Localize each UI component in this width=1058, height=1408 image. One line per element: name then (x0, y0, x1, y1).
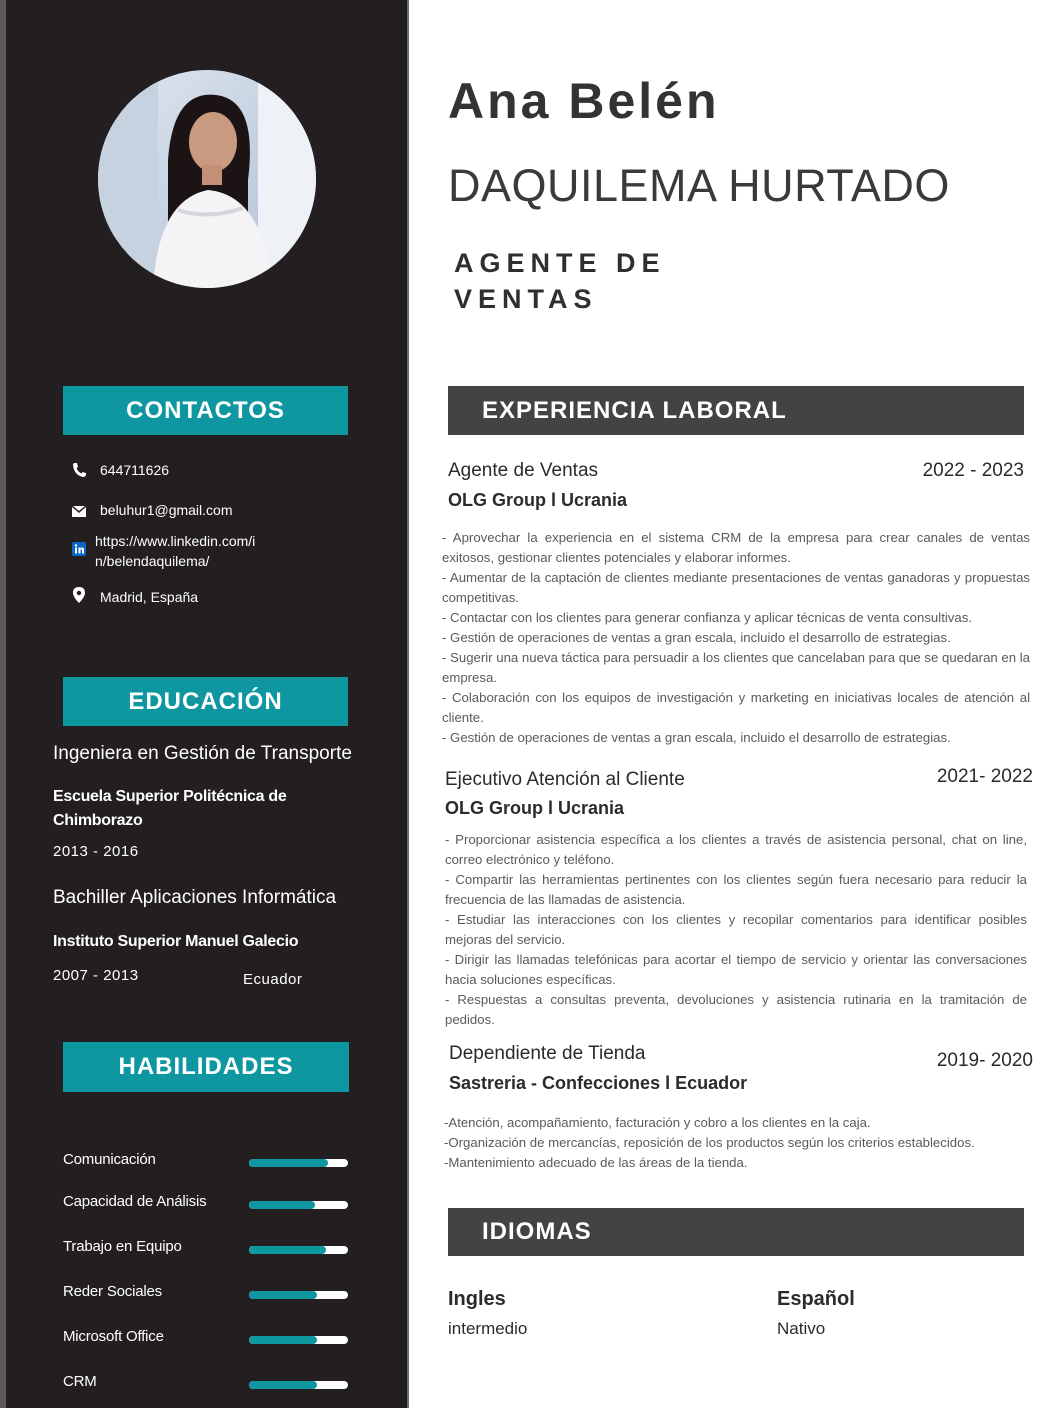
job-description-3: -Atención, acompañamiento, facturación y cobro a los clientes en la caja. -Organización de mercancías, reposición de los productos según los criterios establecidos. -Mantenimiento adecuado de las áreas de la tienda. (444, 1115, 975, 1170)
language-name-1: Ingles (448, 1288, 506, 1310)
profile-photo (98, 70, 316, 288)
skill-level-bar (249, 1381, 348, 1389)
job-description-2: - Proporcionar asistencia específica a los clientes a través de asistencia personal, chat on line, correo electrónico y teléfono. - Compartir las herramientas pertinentes con los clientes según fuera necesario para reducir la frecuencia de las llamadas de asistencia. - Estudiar las interacciones con los clientes y recopilar comentarios para identificar posibles mejoras del servicio. - Dirigir las llamadas telefónicas para acortar el tiempo de servicio y orientar las conversaciones hacia soluciones específicas. - Respuestas a consultas preventa, devoluciones y asistencia rutinaria en la tramitación de pedidos. (445, 832, 1027, 1027)
skill-label: Comunicación (63, 1151, 156, 1168)
contacts-heading: CONTACTOS (63, 386, 348, 435)
skill-level-fill (249, 1246, 326, 1254)
skill-level-bar (249, 1159, 348, 1167)
contact-linkedin[interactable] (63, 531, 255, 571)
job-company-2: OLG Group l Ucrania (445, 798, 625, 818)
experience-heading: EXPERIENCIA LABORAL (448, 386, 1024, 435)
language-level-2: Nativo (777, 1319, 826, 1338)
linkedin-url-line1[interactable]: https://www.linkedin.com/i (95, 533, 256, 549)
education-school-2: Instituto Superior Manuel Galecio (53, 933, 299, 950)
skill-level-fill (249, 1291, 317, 1299)
skill-item (63, 1283, 349, 1307)
job-dates-3: 2019- 2020 (936, 1050, 1033, 1071)
skill-level-bar (249, 1246, 348, 1254)
phone-icon (63, 460, 95, 478)
location-pin-icon (63, 587, 95, 603)
job-title: AGENTE DE VENTAS (454, 248, 666, 314)
contact-email[interactable]: beluhur1@gmail.com (63, 500, 233, 520)
education-school-1: Escuela Superior Politécnica de Chimborazo (53, 788, 287, 829)
job-role-3: Dependiente de Tienda (449, 1043, 646, 1064)
skill-item (63, 1373, 349, 1397)
job-dates-1: 2022 - 2023 (922, 460, 1024, 481)
skill-item (63, 1151, 349, 1175)
skill-level-fill (249, 1336, 317, 1344)
skill-item (63, 1193, 349, 1217)
skill-item (63, 1238, 349, 1262)
first-name: Ana Belén (448, 73, 720, 129)
skill-item (63, 1328, 349, 1352)
skill-level-bar (249, 1201, 348, 1209)
skill-label: Trabajo en Equipo (63, 1238, 182, 1255)
job-dates-2: 2021- 2022 (936, 766, 1033, 787)
skill-label: Microsoft Office (63, 1328, 164, 1345)
sidebar-divider (407, 0, 409, 1408)
skill-label: Reder Sociales (63, 1283, 162, 1300)
skills-heading: HABILIDADES (63, 1042, 349, 1092)
language-name-2: Español (777, 1288, 855, 1310)
education-degree-2: Bachiller Aplicaciones Informática (53, 887, 337, 908)
skill-level-fill (249, 1381, 317, 1389)
job-company-1: OLG Group l Ucrania (448, 490, 628, 510)
contact-location: Madrid, España (63, 587, 198, 607)
education-years-1: 2013 - 2016 (53, 843, 139, 860)
education-heading: EDUCACIÓN (63, 677, 348, 726)
education-country-2: Ecuador (243, 971, 303, 988)
education-years-2: 2007 - 2013 (53, 967, 139, 984)
languages-heading: IDIOMAS (448, 1208, 1024, 1256)
skill-label: Capacidad de Análisis (63, 1193, 207, 1210)
job-description-1: - Aprovechar la experiencia en el sistema CRM de la empresa para crear canales de ventas exitosos, gestionar clientes potenciales y elaborar informes. - Aumentar de la captación de clientes mediante presentaciones de ventas ganadoras y propuestas competitivas. - Contactar con los clientes para generar confianza y aplicar técnicas de venta consultivas. - Gestión de operaciones de ventas a gran escala, incluido el desarrollo de estrategias. - Sugerir una nueva táctica para persuadir a los clientes que cancelaban para que se quedaran en la empresa. - Colaboración con los equipos de investigación y marketing en iniciativas locales de atención al cliente. - Gestión de operaciones de ventas a gran escala, incluido el desarrollo de estrategias. (442, 530, 1030, 745)
skill-level-bar (249, 1336, 348, 1344)
job-company-3: Sastreria - Confecciones l Ecuador (449, 1073, 748, 1093)
skill-label: CRM (63, 1373, 97, 1390)
skill-level-fill (249, 1201, 315, 1209)
job-role-1: Agente de Ventas (448, 460, 599, 481)
contact-phone: 644711626 (63, 460, 169, 480)
skill-level-bar (249, 1291, 348, 1299)
language-level-1: intermedio (448, 1319, 528, 1338)
last-name: DAQUILEMA HURTADO (448, 160, 950, 211)
job-role-2: Ejecutivo Atención al Cliente (445, 769, 685, 790)
envelope-icon (63, 500, 95, 517)
education-degree-1: Ingeniera en Gestión de Transporte (53, 743, 352, 764)
skill-level-fill (249, 1159, 328, 1167)
linkedin-icon (63, 531, 95, 556)
linkedin-url-line2[interactable]: n/belendaquilema/ (95, 553, 210, 569)
